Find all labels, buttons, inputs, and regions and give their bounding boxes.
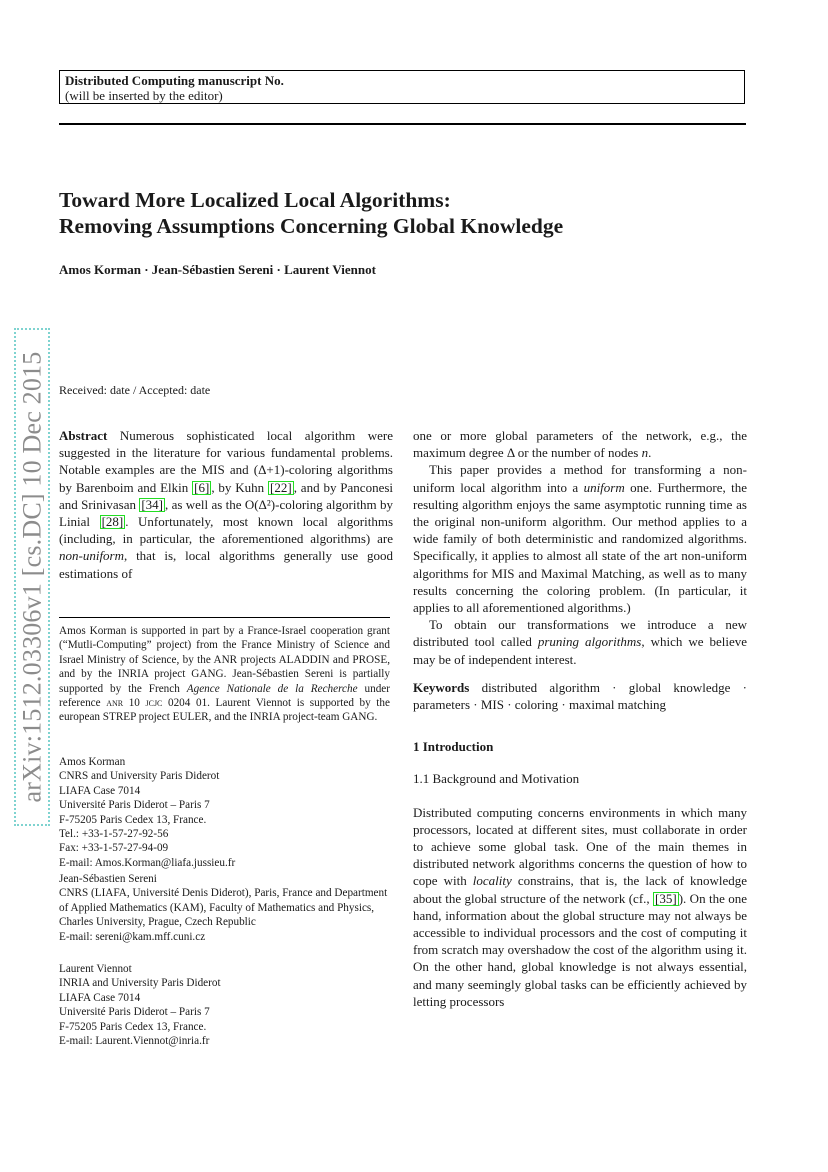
abstract-paragraph-2 xyxy=(413,461,747,616)
address-line: F-75205 Paris Cedex 13, France. xyxy=(59,813,207,826)
footnote-text-3: 0204 01. Laurent Viennot is supported by the european STREP project EULER, and the INRIA project-team GANG. xyxy=(59,697,390,724)
abstract-text-3: , and by Panconesi and Srinivasan xyxy=(59,479,394,512)
address-line: Université Paris Diderot – Paris 7 xyxy=(59,799,210,812)
address-email: E-mail: sereni@kam.mff.cuni.cz xyxy=(59,930,206,943)
address-line: Fax: +33-1-57-27-94-09 xyxy=(59,842,169,855)
citation-22[interactable]: [22] xyxy=(270,479,292,495)
footnote-rule xyxy=(59,617,390,618)
text-span: constrains, that is, the lack of knowledge about the global structure of the network (cf., xyxy=(413,873,747,906)
journal-name: Distributed Computing manuscript No. xyxy=(65,73,284,88)
abstract-text-2: , by Kuhn xyxy=(211,479,269,495)
math-n: n xyxy=(641,445,649,461)
editor-note: (will be inserted by the editor) xyxy=(65,88,223,103)
keywords xyxy=(413,679,747,713)
citation-6[interactable]: [6] xyxy=(194,479,210,495)
address-line: Tel.: +33-1-57-27-92-56 xyxy=(59,828,169,841)
address-line: INRIA and University Paris Diderot xyxy=(59,977,221,990)
introduction-paragraph xyxy=(413,804,747,1010)
right-column xyxy=(413,427,747,1010)
abstract-text-5: . Unfortunately, most known local algorithms (including, in particular, the aforementioned algorithms) are xyxy=(59,514,393,547)
address-line: Laurent Viennot xyxy=(59,963,132,975)
footnote-grant-code: anr 10 jcjc xyxy=(106,697,163,710)
address-line: Université Paris Diderot – Paris 7 xyxy=(59,1006,210,1019)
citation-34[interactable]: [34] xyxy=(141,496,163,512)
abstract-label: Abstract xyxy=(59,428,108,443)
title-line-2: Removing Assumptions Concerning Global Knowledge xyxy=(59,214,564,238)
address-line: F-75205 Paris Cedex 13, France. xyxy=(59,1020,207,1033)
address-line: LIAFA Case 7014 xyxy=(59,991,141,1004)
address-email: E-mail: Laurent.Viennot@inria.fr xyxy=(59,1035,210,1048)
text-span: This paper provides a method for transforming a non-uniform local algorithm into a xyxy=(413,462,747,495)
emphasis-uniform: uniform xyxy=(583,479,625,495)
address-email: E-mail: Amos.Korman@liafa.jussieu.fr xyxy=(59,856,236,869)
citation-28[interactable]: [28] xyxy=(101,514,124,530)
abstract-text-6: , that is, local algorithms generally use good estimations of xyxy=(59,548,393,581)
header-rule xyxy=(59,123,746,125)
address-line: CNRS and University Paris Diderot xyxy=(59,770,220,783)
section-heading-introduction: 1 Introduction xyxy=(413,739,494,755)
arxiv-stamp[interactable] xyxy=(14,328,50,826)
text-span: Distributed computing concerns environments in which many processors, located at different sites, must collaborate in order to achieve some global task. One of the main themes in distributed network algorithms concerns the question of how to cope with xyxy=(413,804,747,889)
abstract-paragraph-3 xyxy=(413,616,747,668)
arxiv-stamp-text: arXiv:1512.03306v1 [cs.DC] 10 Dec 2015 xyxy=(17,351,47,803)
abstract xyxy=(59,427,393,582)
text-span: . xyxy=(648,445,652,461)
footnote-text-2: under reference xyxy=(59,682,390,710)
keywords-label: Keywords xyxy=(413,679,470,695)
address-line: LIAFA Case 7014 xyxy=(59,784,141,797)
title-line-1: Toward More Localized Local Algorithms: xyxy=(59,188,451,212)
received-date: Received: date / Accepted: date xyxy=(59,383,211,397)
address-line: Jean-Sébastien Sereni xyxy=(59,873,157,885)
footnote-agency: Agence Nationale de la Recherche xyxy=(186,682,358,695)
paper-title xyxy=(59,187,759,239)
subsection-heading-background: 1.1 Background and Motivation xyxy=(413,771,580,787)
address-line: Amos Korman xyxy=(59,756,126,768)
address-viennot xyxy=(59,962,393,1048)
emphasis-pruning: pruning algorithms xyxy=(537,634,642,650)
keywords-list: distributed algorithm · global knowledge · parameters · MIS · coloring · maximal matching xyxy=(413,679,747,713)
abstract-emphasis: non-uniform xyxy=(59,548,124,564)
address-korman xyxy=(59,755,393,870)
abstract-text-4: , as well as the O(Δ²)-coloring algorithm by Linial xyxy=(59,496,393,530)
text-span: one or more global parameters of the network, e.g., the maximum degree Δ or the number of nodes xyxy=(413,428,747,461)
funding-footnote xyxy=(59,624,390,725)
text-span: ). On the one hand, information about the global structure may not always be accessible to individual processors and the cost of computing it from scratch may overshadow the cost of the algorithm using it. On the other hand, global knowledge is not always essential, and many seemingly global tasks can be efficiently achieved by letting processors xyxy=(413,890,747,1009)
emphasis-locality: locality xyxy=(472,873,512,889)
text-span: one. Furthermore, the resulting algorithm enjoys the same asymptotic running time as the original non-uniform algorithm. Our method applies to a wide family of both deterministic and randomized algorithms. Specifically, it applies to almost all state of the art non-uniform algorithms for MIS and Maximal Matching, as well as to many results concerning the coloring problem. (In particular, it applies to all aforementioned algorithms.) xyxy=(413,479,747,616)
author-list: Amos Korman · Jean-Sébastien Sereni · Laurent Viennot xyxy=(59,262,376,277)
text-span: , which we believe may be of independent interest. xyxy=(413,634,747,667)
address-sereni xyxy=(59,872,393,944)
address-line: CNRS (LIAFA, Université Denis Diderot), Paris, France and Department of Applied Mathematics (KAM), Faculty of Mathematics and Physics, Charles University, Prague, Czech Republic xyxy=(59,887,388,929)
abstract-text-1: Numerous sophisticated local algorithm were suggested in the literature for various fundamental problems. Notable examples are the MIS and (Δ+1)-coloring algorithms by Barenboim and Elkin xyxy=(59,428,393,495)
citation-35[interactable]: [35] xyxy=(655,890,677,906)
text-span: To obtain our transformations we introduce a new distributed tool called xyxy=(413,617,747,650)
footnote-text-1: Amos Korman is supported in part by a France-Israel cooperation grant (“Mutli-Computing” project) from the France Ministry of Science and Israel Ministry of Science, by the ANR projects ALADDIN and PROSE, and by the INRIA project GANG. Jean-Sébastien Sereni is partially supported by the French xyxy=(59,625,390,695)
journal-header-box xyxy=(59,70,745,104)
abstract-continuation xyxy=(413,427,747,461)
